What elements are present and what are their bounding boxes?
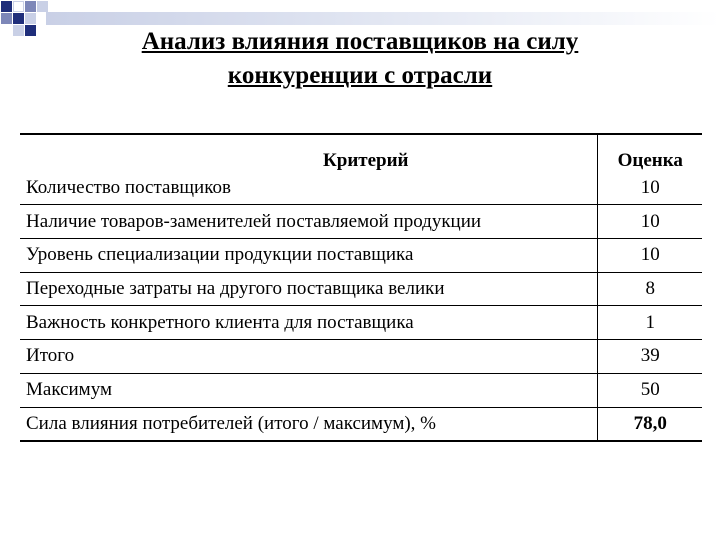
table-row-maximum (20, 373, 702, 407)
table-row-total (20, 340, 702, 374)
page-title (60, 25, 660, 93)
row-criterion: Итого (26, 345, 75, 367)
row-score: 50 (598, 373, 702, 407)
row-score: 8 (598, 272, 702, 306)
table-header-row (20, 134, 702, 172)
deco-square (25, 13, 36, 24)
row-criterion: Уровень специализации продукции поставщика (26, 244, 414, 266)
deco-square (37, 1, 48, 12)
row-criterion: Количество поставщиков (26, 177, 231, 199)
table-row-influence (20, 407, 702, 441)
header-score: Оценка (598, 134, 702, 172)
header-criterion: Критерий (322, 149, 409, 171)
row-score: 10 (598, 205, 702, 239)
deco-square (13, 1, 24, 12)
row-criterion: Переходные затраты на другого поставщика велики (26, 278, 445, 300)
deco-square (1, 13, 12, 24)
row-criterion: Максимум (26, 379, 112, 401)
table-row (20, 172, 702, 205)
row-score: 39 (598, 340, 702, 374)
page-title-line2: конкуренции с отрасли (227, 62, 493, 89)
row-criterion: Важность конкретного клиента для поставщика (26, 311, 414, 333)
deco-square (1, 1, 12, 12)
row-criterion: Сила влияния потребителей (итого / максимум), % (26, 412, 437, 434)
row-criterion: Наличие товаров-заменителей поставляемой продукции (26, 210, 482, 232)
table-row (20, 306, 702, 340)
row-score: 10 (598, 239, 702, 273)
deco-square (13, 25, 24, 36)
row-score: 10 (598, 172, 702, 205)
table-row (20, 239, 702, 273)
deco-square (13, 13, 24, 24)
page-title-line1: Анализ влияния поставщиков на силу (141, 28, 579, 55)
table-row (20, 205, 702, 239)
header-gradient-bar (46, 12, 720, 25)
deco-square (25, 25, 36, 36)
row-score: 1 (598, 306, 702, 340)
row-score: 78,0 (598, 407, 702, 441)
deco-square (25, 1, 36, 12)
supplier-influence-table (20, 133, 702, 442)
table-row (20, 272, 702, 306)
